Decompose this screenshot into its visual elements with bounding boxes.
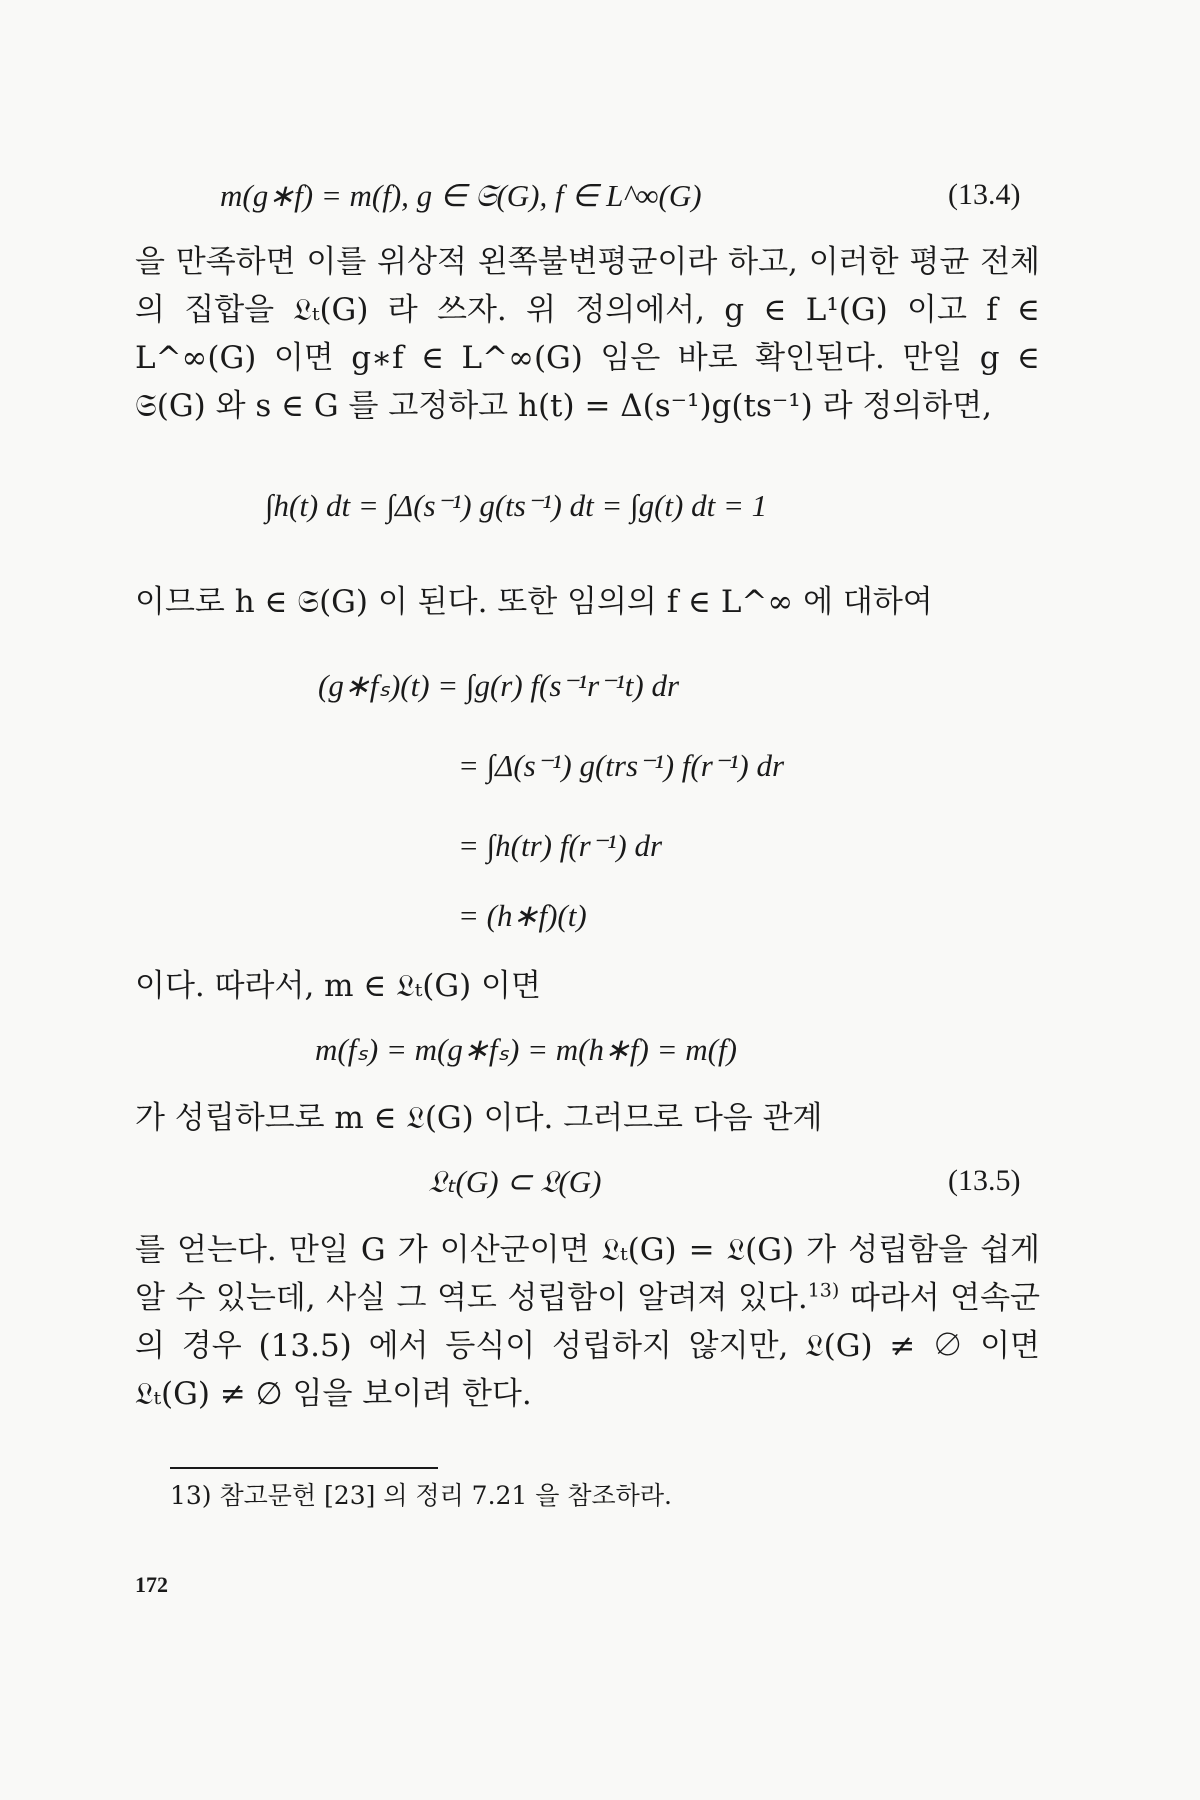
equation-13-4: m(g∗f) = m(f), g ∈ 𝔖(G), f ∈ L^∞(G) <box>220 178 702 213</box>
footnote-divider <box>170 1467 438 1469</box>
paragraph-5-text-a: 를 얻는다. 만일 G 가 이산군이면 𝔏ₜ(G) = 𝔏(G) 가 성립함을 쉽게 알 수 있는데, 사실 그 역도 성립함이 알려져 있다. <box>135 1232 1040 1316</box>
paragraph-3-block <box>135 962 1040 1010</box>
equation-label-13-4: (13.4) <box>948 178 1021 211</box>
page-number: 172 <box>135 1572 168 1597</box>
equation-label-13-5: (13.5) <box>948 1164 1021 1197</box>
equation-13-5: 𝔏ₜ(G) ⊂ 𝔏(G) <box>428 1164 602 1199</box>
equation-convolution-line-1: (g∗fₛ)(t) = ∫g(r) f(s⁻¹r⁻¹t) dr <box>318 668 680 703</box>
footnote-reference[interactable]: 13) <box>807 1279 840 1302</box>
paragraph-4-block <box>135 1094 1040 1142</box>
equation-convolution-line-4: = (h∗f)(t) <box>458 898 587 933</box>
paragraph-2: 이므로 h ∈ 𝔖(G) 이 된다. 또한 임의의 f ∈ L^∞ 에 대하여 <box>135 584 933 620</box>
paragraph-5-block <box>135 1226 1040 1418</box>
equation-mean-invariance: m(fₛ) = m(g∗fₛ) = m(h∗f) = m(f) <box>315 1032 737 1067</box>
paragraph-2-block <box>135 578 1040 626</box>
equation-convolution-line-2: = ∫Δ(s⁻¹) g(trs⁻¹) f(r⁻¹) dr <box>458 748 785 783</box>
paragraph-1: 을 만족하면 이를 위상적 왼쪽불변평균이라 하고, 이러한 평균 전체의 집합을 𝔏ₜ(G) 라 쓰자. 위 정의에서, g ∈ L¹(G) 이고 f ∈ L^∞(G) 이면 g∗f ∈ L^∞(G) 임은 바로 확인된다. 만일 g ∈ 𝔖(G) 와 s ∈ G 를 고정하고 h(t) = Δ(s⁻¹)g(ts⁻¹) 라 정의하면, <box>135 244 1040 424</box>
paragraph-5-text-b: 따라서 연속군의 경우 (13.5) 에서 등식이 성립하지 않지만, 𝔏(G) ≠ ∅ 이면 𝔏ₜ(G) ≠ ∅ 임을 보이려 한다. <box>135 1280 1040 1412</box>
equation-convolution-line-3: = ∫h(tr) f(r⁻¹) dr <box>458 828 663 863</box>
paragraph-4: 가 성립하므로 m ∈ 𝔏(G) 이다. 그러므로 다음 관계 <box>135 1100 823 1136</box>
equation-integral-h: ∫h(t) dt = ∫Δ(s⁻¹) g(ts⁻¹) dt = ∫g(t) dt = 1 <box>265 488 768 523</box>
paragraph-5 <box>135 1226 1040 1418</box>
paragraph-3: 이다. 따라서, m ∈ 𝔏ₜ(G) 이면 <box>135 968 541 1004</box>
paragraph-1-block <box>135 238 1040 430</box>
footnote-13: 13) 참고문헌 [23] 의 정리 7.21 을 참조하라. <box>170 1481 672 1510</box>
